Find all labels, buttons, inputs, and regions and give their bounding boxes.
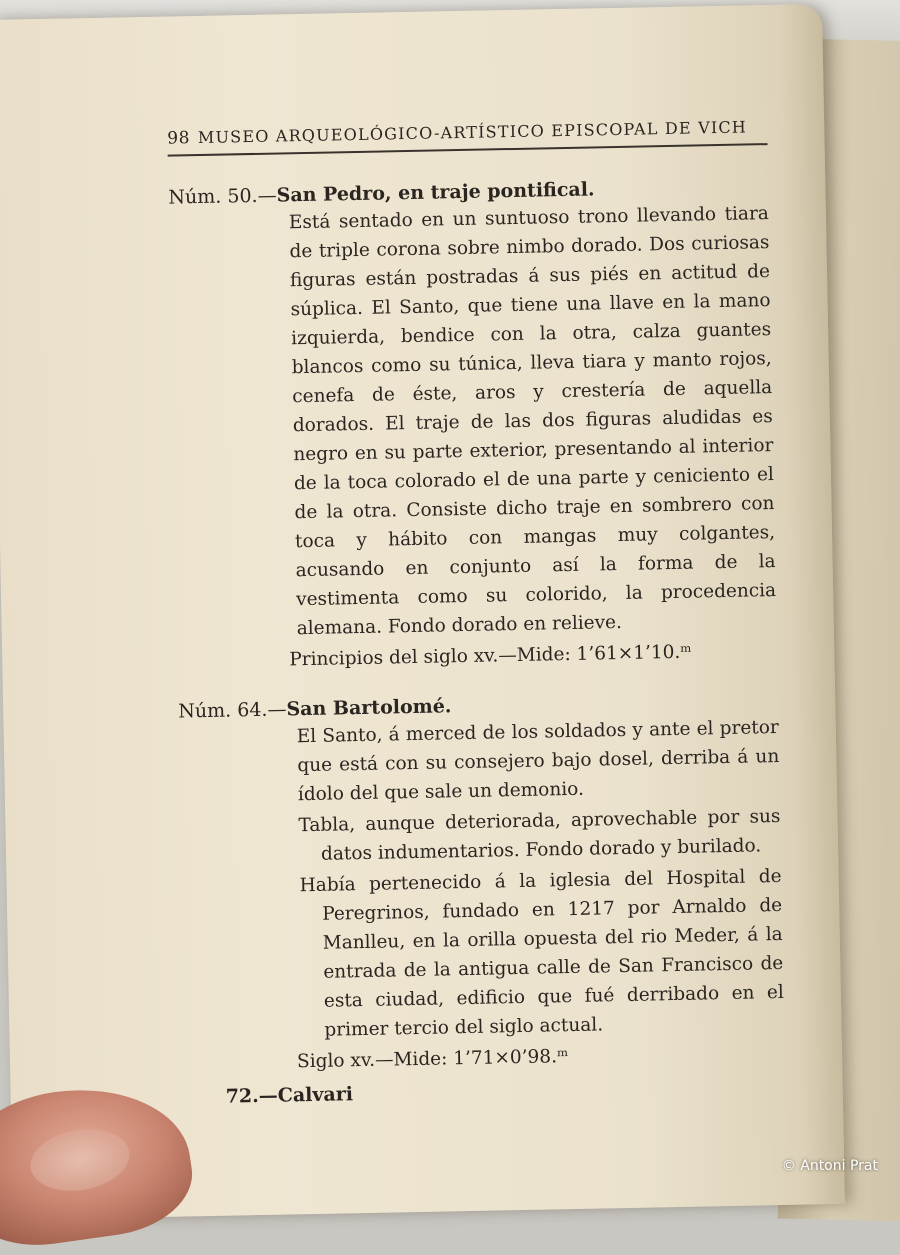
running-title: MUSEO ARQUEOLÓGICO-ARTÍSTICO EPISCOPAL DE VICH [197,117,748,148]
entry-measurements: Principios del siglo xv.—Mide: 1’61×1’10.ᵐ [289,641,692,671]
entry-title: San Pedro, en traje pontifical. [276,178,595,207]
catalog-entry [178,689,785,1078]
page-content [167,117,786,1108]
book-page [0,4,845,1220]
entry-title: San Bartolomé. [286,695,452,721]
entry-description: Tabla, aunque deteriorada, aprovechable por sus datos indumentarios. Fondo dorado y burilado. [298,805,781,865]
entry-description: El Santo, á merced de los soldados y ante el pretor que está con su consejero bajo dosel, derriba á un ídolo del que sale un demonio. [296,716,780,806]
cut-off-next-entry: 72.—Calvari [225,1083,354,1108]
entry-description: Había pertenecido á la iglesia del Hospital de Peregrinos, fundado en 1217 por Arnaldo de Manlleu, en la orilla opuesta del rio Meder, á la entrada de la antigua calle de San Francisco de esta ciudad, edificio que fué derribado en el primer tercio del siglo actual. [299,865,785,1041]
entry-description: Está sentado en un suntuoso trono llevando tiara de triple corona sobre nimbo dorado. Dos curiosas figuras están postradas á sus piés en actitud de súplica. El Santo, que tiene una llave en la mano izquierda, bendice con la otra, calza guantes blancos como su túnica, lleva tiara y manto rojos, cenefa de éste, aros y crestería de aquella dorados. El traje de las dos figuras aludidas es negro en su parte exterior, presentando al interior de la toca colorado el de una parte y ceniciento el de la otra. Consiste dicho traje en sombrero con toca y hábito con mangas muy colgantes, acusando en conjunto así la forma de la vestimenta como su colorido, la procedencia alemana. Fondo dorado en relieve. [288,203,777,640]
photo-credit: © Antoni Prat [781,1158,878,1174]
entry-number: Núm. 50.— [168,184,277,209]
page-number: 98 [167,128,191,149]
catalog-entry [168,175,777,676]
running-header [167,117,767,157]
entry-number: Núm. 64.— [178,698,287,723]
entry-measurements: Siglo xv.—Mide: 1’71×0’98.ᵐ [296,1046,569,1073]
